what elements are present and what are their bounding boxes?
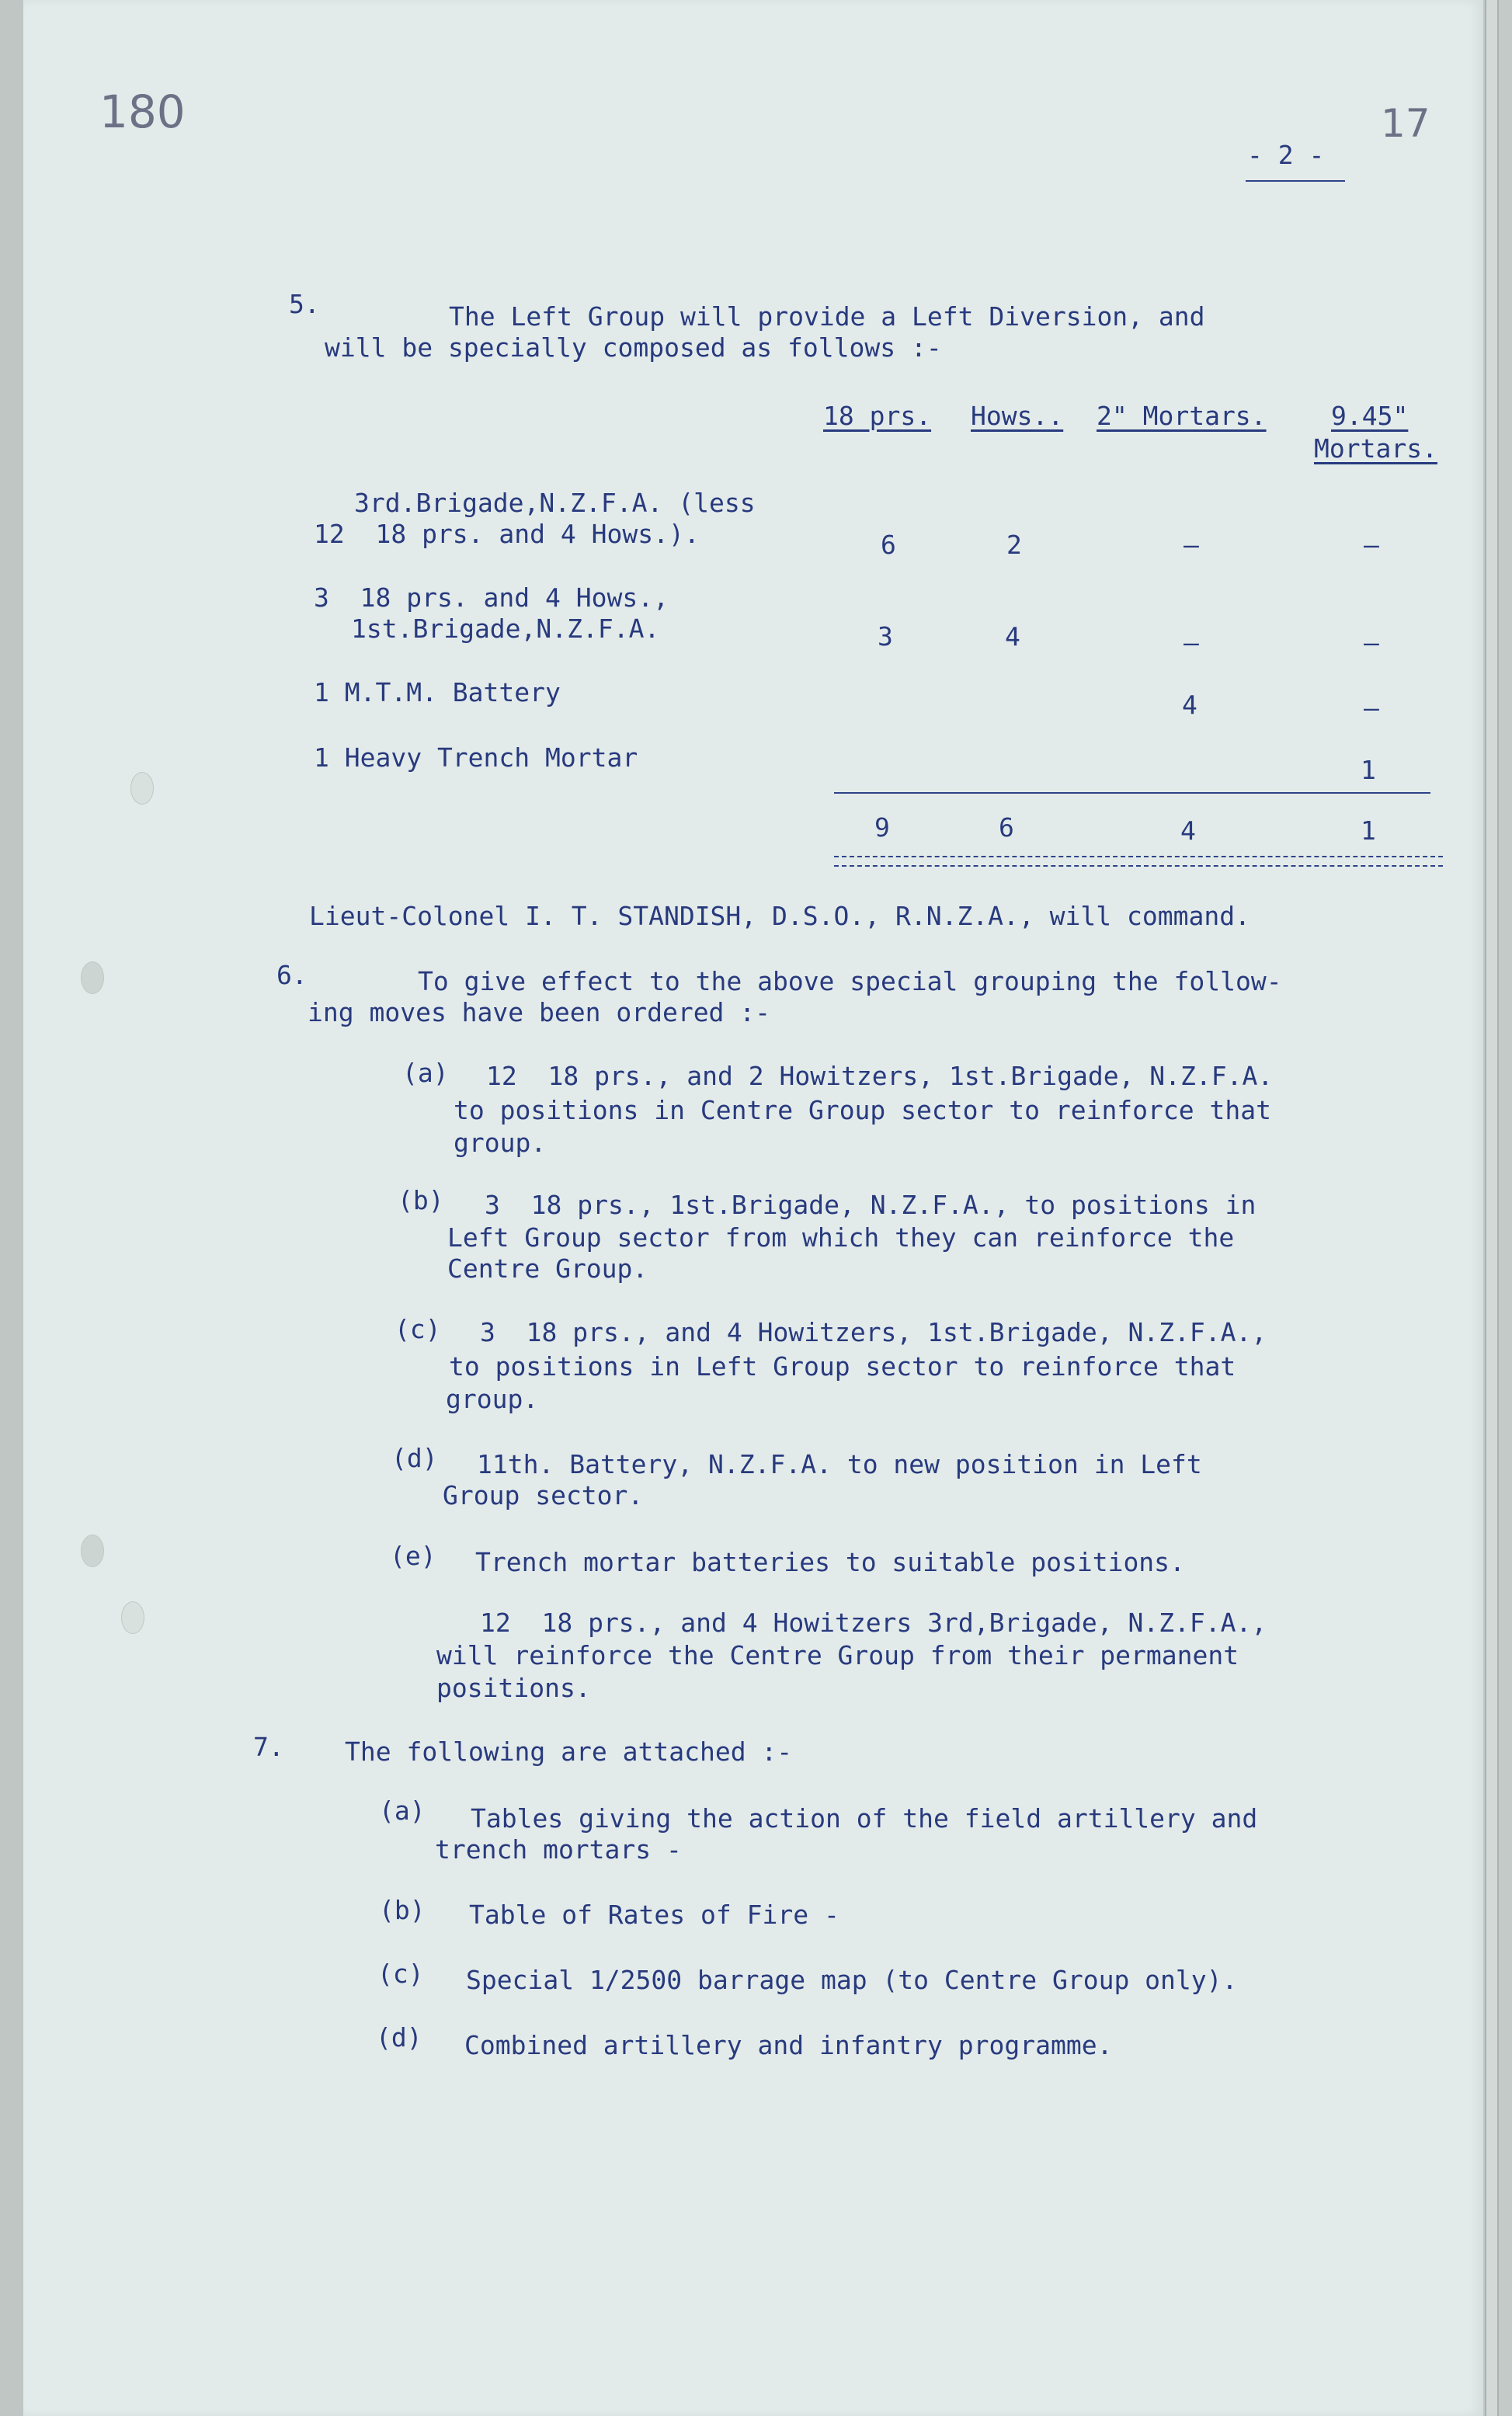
para7-item-a-line1: Tables giving the action of the field artillery and [471, 1803, 1258, 1834]
folio-left-annotation: 180 [99, 85, 186, 138]
para6-item-b-line2: Left Group sector from which they can reinforce the [447, 1222, 1235, 1253]
row1-2in-mortars: – [1184, 530, 1199, 560]
para7-item-d-line1: Combined artillery and infantry programme. [464, 2030, 1113, 2060]
totals-double-rule [834, 856, 1443, 867]
para5-line2: will be specially composed as follows :- [325, 332, 942, 363]
punch-hole [81, 961, 104, 994]
para7-intro: The following are attached :- [345, 1736, 793, 1767]
punch-hole [121, 1601, 144, 1634]
row1-hows: 2 [1006, 530, 1022, 560]
para6-line2: ing moves have been ordered :- [308, 997, 771, 1027]
row1-9-45-mortars: – [1364, 530, 1379, 560]
para5-line1: The Left Group will provide a Left Diversion, and [449, 301, 1205, 332]
totals-rule [834, 792, 1430, 794]
para6-item-b-line3: Centre Group. [447, 1253, 648, 1284]
para7-number: 7. [253, 1732, 284, 1762]
total-9-45-mortars: 1 [1361, 815, 1376, 846]
para6-item-c-line2: to positions in Left Group sector to reinforce that [449, 1351, 1236, 1382]
folio-right-annotation: 17 [1381, 101, 1430, 146]
para6-item-c-line1: 3 18 prs., and 4 Howitzers, 1st.Brigade, N.Z.F.A., [480, 1317, 1267, 1347]
page-number-underline [1246, 180, 1345, 182]
para6-item-e-mark: (e) [390, 1541, 436, 1571]
para6-item-e-line1: Trench mortar batteries to suitable positions. [475, 1547, 1185, 1577]
row3-label: 1 M.T.M. Battery [314, 677, 561, 707]
para5-command: Lieut-Colonel I. T. STANDISH, D.S.O., R.N.Z.A., will command. [309, 901, 1250, 931]
para7-item-b-mark: (b) [379, 1895, 426, 1925]
para7-item-b-line1: Table of Rates of Fire - [469, 1900, 839, 1930]
para7-item-a-mark: (a) [379, 1795, 426, 1826]
row2-hows: 4 [1005, 621, 1020, 652]
para6-item-a-mark: (a) [402, 1058, 449, 1088]
col-header-2in-mortars: 2" Mortars. [1097, 401, 1267, 431]
page-edge [1497, 0, 1512, 2416]
row1-label-line2: 12 18 prs. and 4 Hows.). [314, 519, 700, 549]
total-hows: 6 [999, 812, 1014, 843]
para6-item-d-line1: 11th. Battery, N.Z.F.A. to new position in Left [477, 1449, 1202, 1479]
row2-9-45-mortars: – [1364, 627, 1379, 658]
col-header-9-45: 9.45" [1331, 401, 1409, 431]
row2-18prs: 3 [878, 621, 893, 652]
para6-item-b-line1: 3 18 prs., 1st.Brigade, N.Z.F.A., to positions in [485, 1190, 1257, 1220]
row2-label-line1: 3 18 prs. and 4 Hows., [314, 582, 669, 613]
col-header-hows: Hows.. [971, 401, 1064, 431]
para6-item-d-line2: Group sector. [443, 1480, 644, 1510]
para6-note-line3: positions. [436, 1673, 591, 1703]
para6-item-c-mark: (c) [395, 1314, 441, 1344]
para6-item-a-line2: to positions in Centre Group sector to reinforce that [454, 1095, 1271, 1125]
page-number: - 2 - [1247, 140, 1325, 170]
row4-9-45-mortars: 1 [1361, 755, 1376, 785]
para7-item-d-mark: (d) [376, 2022, 422, 2053]
para6-item-b-mark: (b) [398, 1185, 444, 1215]
para6-number: 6. [276, 960, 308, 990]
total-2in-mortars: 4 [1180, 815, 1196, 846]
para6-note-line2: will reinforce the Centre Group from their permanent [436, 1640, 1239, 1670]
para6-note-line1: 12 18 prs., and 4 Howitzers 3rd,Brigade, N.Z.F.A., [480, 1608, 1267, 1638]
para7-item-a-line2: trench mortars - [435, 1834, 682, 1865]
row3-2in-mortars: 4 [1182, 690, 1197, 720]
para6-line1: To give effect to the above special grouping the follow- [418, 966, 1282, 996]
row1-label-line1: 3rd.Brigade,N.Z.F.A. (less [354, 488, 756, 518]
para6-item-a-line1: 12 18 prs., and 2 Howitzers, 1st.Brigade, N.Z.F.A. [486, 1061, 1274, 1091]
col-header-18prs: 18 prs. [823, 401, 932, 431]
para7-item-c-line1: Special 1/2500 barrage map (to Centre Group only). [466, 1965, 1238, 1995]
total-18prs: 9 [874, 812, 890, 843]
page-edge [1485, 0, 1497, 2416]
para7-item-c-mark: (c) [377, 1959, 424, 1989]
row2-label-line2: 1st.Brigade,N.Z.F.A. [351, 614, 660, 644]
para6-item-d-mark: (d) [391, 1443, 438, 1473]
punch-hole [130, 772, 154, 805]
row4-label: 1 Heavy Trench Mortar [314, 742, 638, 773]
col-header-9-45-mortars: Mortars. [1314, 433, 1437, 464]
row1-18prs: 6 [881, 530, 896, 560]
para6-item-c-line3: group. [446, 1384, 539, 1414]
punch-hole [81, 1535, 104, 1567]
row2-2in-mortars: – [1184, 627, 1199, 658]
row3-9-45-mortars: – [1364, 693, 1379, 723]
para6-item-a-line3: group. [454, 1128, 547, 1158]
para5-number: 5. [289, 289, 320, 319]
